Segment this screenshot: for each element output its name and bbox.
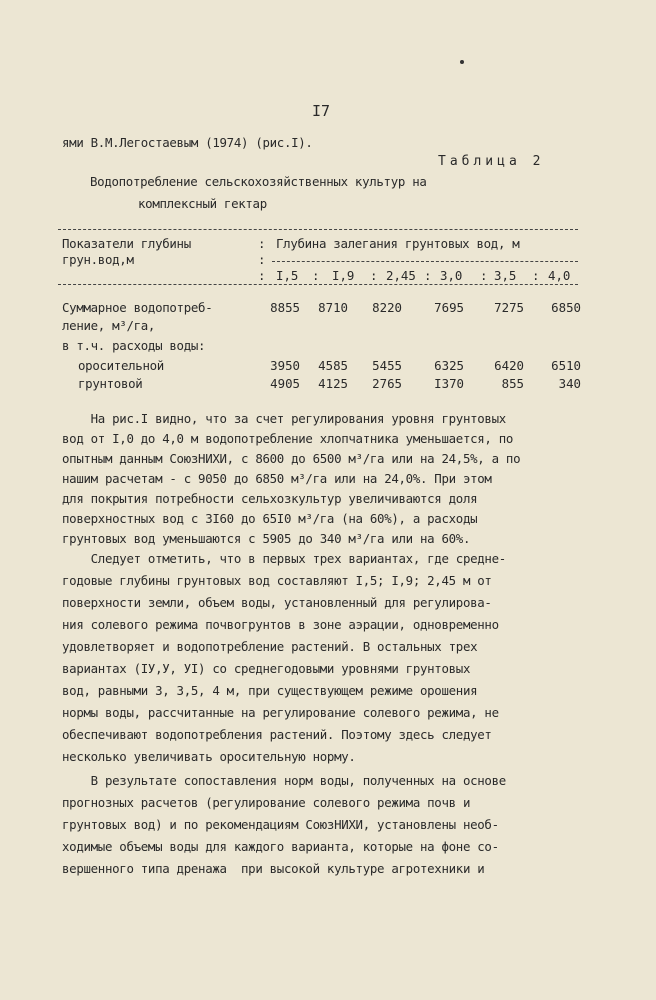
cell-total-2: 8710 bbox=[318, 300, 348, 315]
body-line: грунтовых вод) и по рекомендациям СоюзНИХИ, установлены необ- bbox=[62, 817, 499, 832]
cell-irrigation-5: 6420 bbox=[494, 358, 524, 373]
body-line: для покрытия потребности сельхозкультур увеличиваются доля bbox=[62, 491, 478, 506]
body-line: На рис.I видно, что за счет регулирования уровня грунтовых bbox=[62, 411, 506, 426]
depth-5: 3,5 bbox=[494, 268, 517, 283]
body-line: грунтовых вод уменьшаются с 5905 до 340 м³/га или на 60%. bbox=[62, 531, 471, 546]
intro-line: ями В.М.Легостаевым (1974) (рис.I). bbox=[62, 135, 313, 150]
cell-total-3: 8220 bbox=[372, 300, 402, 315]
cell-groundwater-2: 4125 bbox=[318, 376, 348, 391]
header-separator: : bbox=[258, 268, 266, 283]
table-label: Таблица 2 bbox=[438, 154, 545, 169]
header-subrule bbox=[272, 261, 578, 262]
depth-6: 4,0 bbox=[548, 268, 571, 283]
body-line: удовлетворяет и водопотребление растений. В остальных трех bbox=[62, 639, 478, 654]
row-irrigation-label: оросительной bbox=[78, 358, 164, 373]
body-line: опытным данным СоюзНИХИ, с 8600 до 6500 м³/га или на 24,5%, а по bbox=[62, 451, 521, 466]
header-separator: : bbox=[532, 268, 540, 283]
cell-groundwater-1: 4905 bbox=[270, 376, 300, 391]
cell-total-5: 7275 bbox=[494, 300, 524, 315]
header-separator: : bbox=[480, 268, 488, 283]
body-line: прогнозных расчетов (регулирование солевого режима почв и bbox=[62, 795, 471, 810]
header-group: Глубина залегания грунтовых вод, м bbox=[276, 236, 520, 251]
depth-1: I,5 bbox=[276, 268, 299, 283]
cell-total-1: 8855 bbox=[270, 300, 300, 315]
body-line: годовые глубины грунтовых вод составляют I,5; I,9; 2,45 м от bbox=[62, 573, 492, 588]
cell-groundwater-5: 855 bbox=[501, 376, 524, 391]
body-line: обеспечивают водопотребления растений. Поэтому здесь следует bbox=[62, 727, 492, 742]
cell-groundwater-3: 2765 bbox=[372, 376, 402, 391]
cell-total-4: 7695 bbox=[434, 300, 464, 315]
cell-irrigation-4: 6325 bbox=[434, 358, 464, 373]
header-separator: : bbox=[370, 268, 378, 283]
cell-irrigation-2: 4585 bbox=[318, 358, 348, 373]
cell-irrigation-6: 6510 bbox=[551, 358, 581, 373]
header-separator: : bbox=[312, 268, 320, 283]
body-line: нашим расчетам - с 9050 до 6850 м³/га или на 24,0%. При этом bbox=[62, 471, 492, 486]
header-col1-line2: грун.вод,м bbox=[62, 252, 134, 267]
body-line: поверхностных вод с 3I60 до 65I0 м³/га (на 60%), а расходы bbox=[62, 511, 478, 526]
body-line: Следует отметить, что в первых трех вариантах, где средне- bbox=[62, 551, 506, 566]
cell-total-6: 6850 bbox=[551, 300, 581, 315]
cell-groundwater-4: I370 bbox=[434, 376, 464, 391]
body-line: В результате сопоставления норм воды, полученных на основе bbox=[62, 773, 506, 788]
cell-groundwater-6: 340 bbox=[558, 376, 581, 391]
cell-irrigation-1: 3950 bbox=[270, 358, 300, 373]
body-line: нормы воды, рассчитанные на регулирование солевого режима, не bbox=[62, 705, 499, 720]
table-caption-line2: комплексный гектар bbox=[138, 196, 267, 211]
row-total-label-line1: Суммарное водопотреб- bbox=[62, 300, 213, 315]
ink-speck bbox=[460, 60, 464, 64]
body-line: вершенного типа дренажа при высокой культуре агротехники и bbox=[62, 861, 485, 876]
table-top-rule bbox=[58, 229, 578, 230]
depth-3: 2,45 bbox=[386, 268, 416, 283]
header-bottom-rule bbox=[58, 284, 578, 285]
header-col1-line1: Показатели глубины bbox=[62, 236, 191, 251]
body-line: ния солевого режима почвогрунтов в зоне аэрации, одновременно bbox=[62, 617, 499, 632]
body-line: вод, равными 3, 3,5, 4 м, при существующем режиме орошения bbox=[62, 683, 478, 698]
body-line: ходимые объемы воды для каждого варианта, которые на фоне со- bbox=[62, 839, 499, 854]
row-total-label-line2: ление, м³/га, bbox=[62, 318, 156, 333]
body-line: поверхности земли, объем воды, установленный для регулирова- bbox=[62, 595, 492, 610]
body-line: вод от I,0 до 4,0 м водопотребление хлопчатника уменьшается, по bbox=[62, 431, 514, 446]
table-caption-line1: Водопотребление сельскохозяйственных культур на bbox=[90, 174, 427, 189]
depth-4: 3,0 bbox=[440, 268, 463, 283]
body-line: вариантах (IУ,У, УI) со среднегодовыми уровнями грунтовых bbox=[62, 661, 471, 676]
page-number: I7 bbox=[312, 102, 331, 120]
depth-2: I,9 bbox=[332, 268, 355, 283]
body-line: несколько увеличивать оросительную норму. bbox=[62, 749, 356, 764]
header-separator: : bbox=[258, 236, 266, 251]
header-separator: : bbox=[258, 252, 266, 267]
cell-irrigation-3: 5455 bbox=[372, 358, 402, 373]
row-incl-label: в т.ч. расходы воды: bbox=[62, 338, 206, 353]
header-separator: : bbox=[424, 268, 432, 283]
row-groundwater-label: грунтовой bbox=[78, 376, 143, 391]
